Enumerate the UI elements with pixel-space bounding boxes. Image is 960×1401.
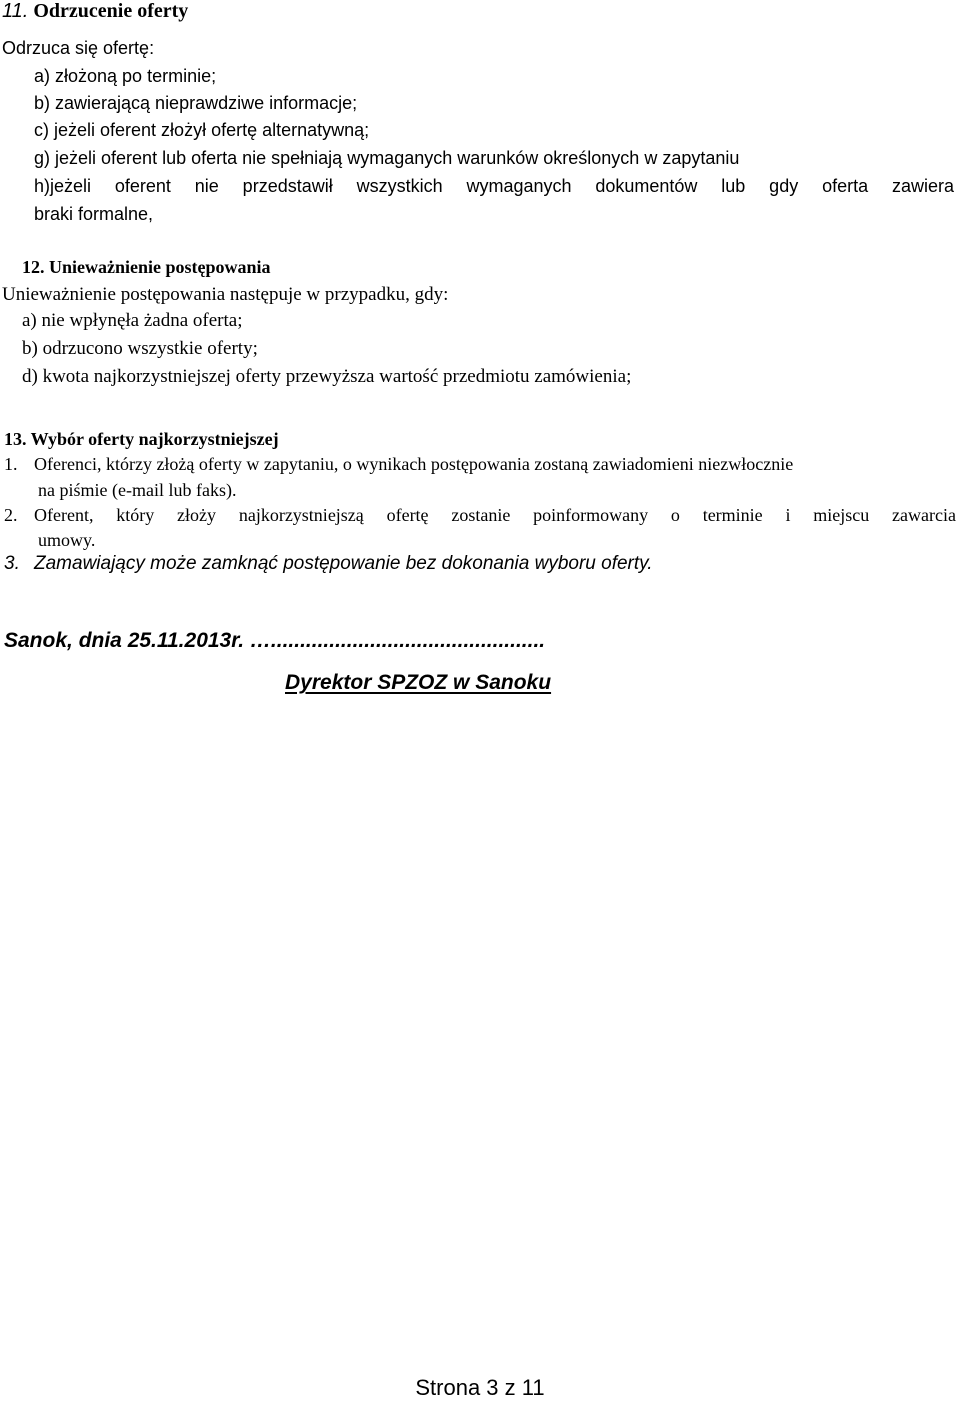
section-13-point-3-number: 3. bbox=[4, 553, 20, 574]
section-13-point-1-line-2: na piśmie (e-mail lub faks). bbox=[38, 480, 237, 500]
section-13-point-2-line-2: umowy. bbox=[38, 530, 96, 550]
section-13-heading: 13. Wybór oferty najkorzystniejszej bbox=[4, 429, 279, 449]
section-12-item-a: a) nie wpłynęła żadna oferta; bbox=[22, 310, 243, 331]
section-11-heading bbox=[2, 0, 188, 23]
section-12-intro: Unieważnienie postępowania następuje w przypadku, gdy: bbox=[2, 284, 449, 305]
section-11-intro: Odrzuca się ofertę: bbox=[2, 38, 155, 58]
section-11-item-h: h)jeżeli oferent nie przedstawił wszystkich wymaganych dokumentów lub gdy oferta zawiera bbox=[34, 176, 954, 196]
section-11-item-h-continuation: braki formalne, bbox=[34, 204, 154, 224]
section-11-item-b: b) zawierającą nieprawdziwe informacje; bbox=[34, 93, 358, 113]
section-12-item-b: b) odrzucono wszystkie oferty; bbox=[22, 338, 258, 359]
section-13-point-3-line-1: Zamawiający może zamknąć postępowanie bez dokonania wyboru oferty. bbox=[34, 553, 653, 574]
signature-title: Dyrektor SPZOZ w Sanoku bbox=[285, 671, 552, 694]
section-13-point-2-line-1: Oferent, który złoży najkorzystniejszą ofertę zostanie poinformowany o terminie i miejscu zawarcia bbox=[34, 505, 956, 525]
section-12-item-d: d) kwota najkorzystniejszej oferty przewyższa wartość przedmiotu zamówienia; bbox=[22, 366, 632, 387]
section-11-item-c: c) jeżeli oferent złożył ofertę alternatywną; bbox=[34, 120, 370, 140]
section-12-heading: 12. Unieważnienie postępowania bbox=[22, 257, 271, 277]
section-13-point-2-number: 2. bbox=[4, 505, 18, 525]
section-13-point-1-number: 1. bbox=[4, 454, 18, 474]
section-11-item-a: a) złożoną po terminie; bbox=[34, 66, 217, 86]
signature-place-date: Sanok, dnia 25.11.2013r. …............................................... bbox=[4, 629, 546, 652]
page-footer-number: Strona 3 z 11 bbox=[415, 1375, 545, 1400]
section-11-title: Odrzucenie oferty bbox=[33, 0, 189, 22]
section-11-number: 11. bbox=[2, 0, 29, 22]
section-11-item-g: g) jeżeli oferent lub oferta nie spełniają wymaganych warunków określonych w zapytaniu bbox=[34, 148, 740, 168]
section-13-point-1-line-1: Oferenci, którzy złożą oferty w zapytaniu, o wynikach postępowania zostaną zawiadomieni niezwłocznie bbox=[34, 454, 794, 474]
